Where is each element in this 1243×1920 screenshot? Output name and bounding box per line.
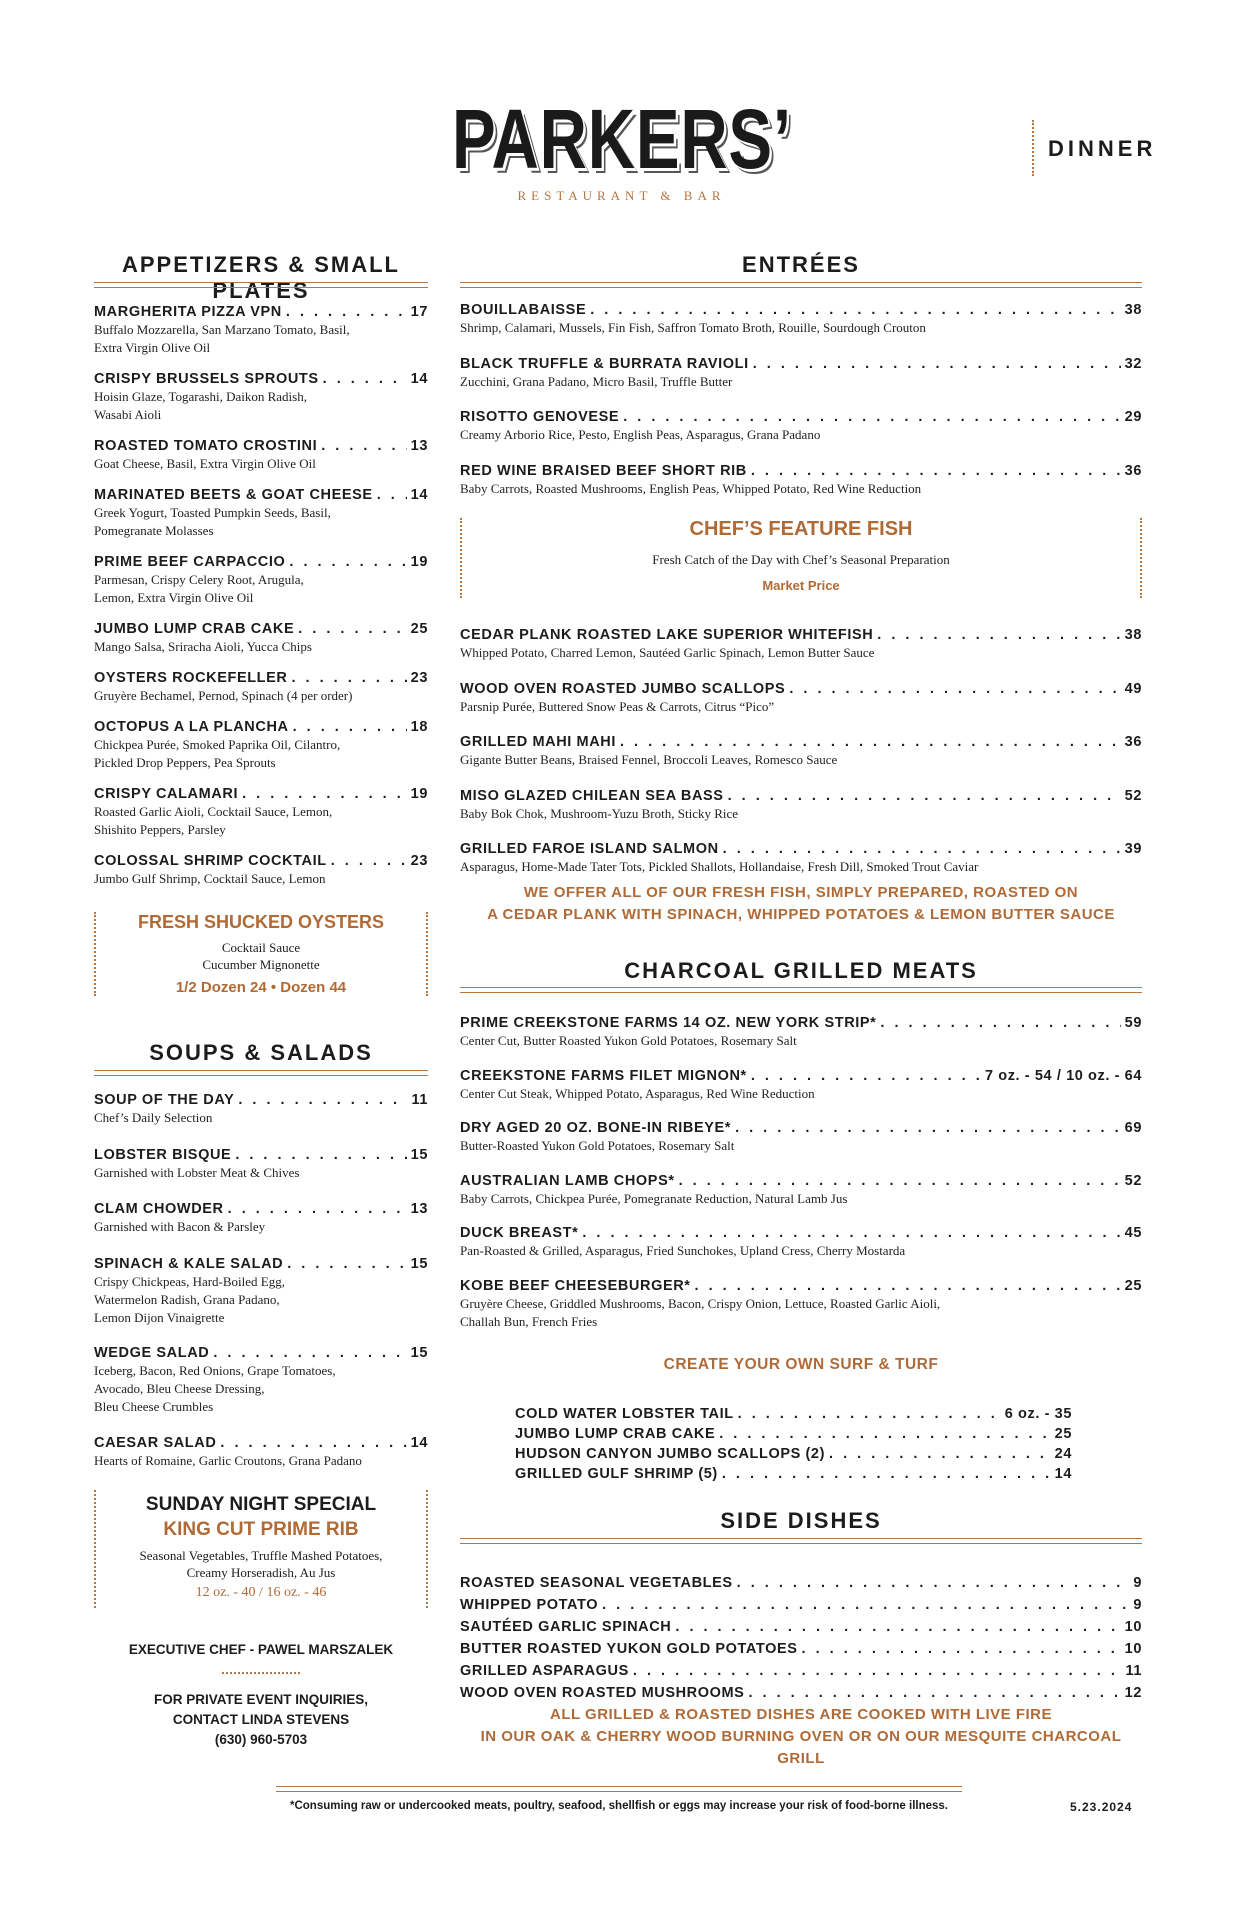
- dot-leader: [620, 734, 1121, 750]
- appetizer-item: [94, 853, 428, 887]
- appetizer-item-description: Chickpea Purée, Smoked Paprika Oil, Cilantro,: [94, 737, 341, 753]
- soup-salad-item-description: Iceberg, Bacon, Red Onions, Grape Tomatoes,: [94, 1363, 336, 1378]
- side-dish-item-price: 9: [1133, 1575, 1142, 1591]
- appetizer-item-line: [94, 304, 428, 320]
- entree-item: [460, 356, 1142, 390]
- meat-item-line: [460, 1225, 1142, 1241]
- oysters-box: [94, 912, 428, 996]
- meat-item-description: Gruyère Cheese, Griddled Mushrooms, Bacon, Crispy Onion, Lettuce, Roasted Garlic Aioli,: [460, 1295, 941, 1311]
- appetizer-item-price: 19: [410, 553, 428, 570]
- appetizer-item-description: Goat Cheese, Basil, Extra Virgin Olive Oil: [94, 455, 316, 471]
- appetizer-item-description: Roasted Garlic Aioli, Cocktail Sauce, Lemon,: [94, 804, 333, 820]
- soups-rule: [94, 1070, 428, 1076]
- soup-salad-item: [94, 1092, 428, 1126]
- appetizer-item: [94, 438, 428, 472]
- oysters-line2: Cucumber Mignonette: [202, 957, 320, 972]
- dot-leader: [298, 621, 406, 637]
- dot-leader: [623, 409, 1120, 425]
- dot-leader: [748, 1685, 1120, 1701]
- fish-item-price: 38: [1124, 627, 1142, 643]
- meat-item-description: Center Cut Steak, Whipped Potato, Asparagus, Red Wine Reduction: [460, 1085, 815, 1101]
- fish-item-description: Baby Bok Chok, Mushroom-Yuzu Broth, Sticky Rice: [460, 805, 739, 821]
- soup-salad-item-line: [94, 1092, 428, 1108]
- chef-divider: [222, 1672, 300, 1674]
- appetizer-item-name: CRISPY CALAMARI: [94, 786, 239, 803]
- logo-subtitle: RESTAURANT & BAR: [517, 188, 726, 203]
- soup-salad-item-name: CLAM CHOWDER: [94, 1201, 224, 1217]
- meat-item-name: KOBE BEEF CHEESEBURGER*: [460, 1277, 691, 1294]
- side-dish-item-price: 9: [1133, 1597, 1142, 1613]
- entree-item-name: BOUILLABAISSE: [460, 302, 587, 318]
- soup-salad-item-line: [94, 1201, 428, 1217]
- sides-title: SIDE DISHES: [720, 1508, 882, 1533]
- dot-leader: [633, 1663, 1122, 1679]
- fish-item-price: 52: [1124, 787, 1142, 804]
- surf-turf-item-price: 25: [1054, 1426, 1072, 1442]
- soups-title: SOUPS & SALADS: [149, 1040, 373, 1065]
- entree-item-description: Zucchini, Grana Padano, Micro Basil, Truffle Butter: [460, 373, 733, 389]
- side-dish-item: [460, 1575, 1142, 1591]
- sunday-title: SUNDAY NIGHT SPECIAL: [145, 1494, 377, 1515]
- entree-item-line: [460, 463, 1142, 479]
- dot-leader: [286, 304, 407, 320]
- side-dish-item-line: [460, 1685, 1142, 1701]
- feature-price: Market Price: [762, 578, 840, 593]
- fish-item-description: Gigante Butter Beans, Braised Fennel, Broccoli Leaves, Romesco Sauce: [460, 752, 838, 767]
- entree-item-name: RED WINE BRAISED BEEF SHORT RIB: [460, 462, 747, 479]
- fish-item-name: CEDAR PLANK ROASTED LAKE SUPERIOR WHITEFISH: [460, 627, 874, 643]
- soup-salad-item-price: 15: [410, 1345, 428, 1361]
- soup-salad-item-price: 15: [410, 1255, 428, 1272]
- appetizer-item-line: [94, 719, 428, 735]
- dot-leader: [723, 841, 1121, 857]
- dot-leader: [291, 670, 406, 686]
- dot-leader: [675, 1619, 1120, 1635]
- fish-item: [460, 841, 1142, 875]
- appetizer-item-price: 23: [410, 670, 428, 686]
- meat-item-line: [460, 1120, 1142, 1136]
- appetizer-item-description: Shishito Peppers, Parsley: [94, 822, 226, 838]
- appetizer-item-name: ROASTED TOMATO CROSTINI: [94, 437, 318, 454]
- appetizer-item-name: OYSTERS ROCKEFELLER: [94, 670, 288, 686]
- appetizer-item-price: 14: [410, 370, 428, 387]
- meat-item-name: AUSTRALIAN LAMB CHOPS*: [460, 1172, 675, 1189]
- entree-item-price: 32: [1124, 355, 1142, 372]
- dot-leader: [582, 1225, 1120, 1241]
- appetizer-item: [94, 304, 428, 356]
- appetizer-item-name: COLOSSAL SHRIMP COCKTAIL: [94, 853, 327, 869]
- soup-salad-item-price: 13: [410, 1201, 428, 1217]
- meat-item: [460, 1068, 1142, 1102]
- meat-item: [460, 1015, 1142, 1049]
- private-line1: FOR PRIVATE EVENT INQUIRIES,: [153, 1692, 369, 1707]
- side-dish-item-line: [460, 1575, 1142, 1591]
- sunday-line1: Seasonal Vegetables, Truffle Mashed Potatoes,: [139, 1548, 383, 1563]
- meat-item-price: 7 oz. - 54 / 10 oz. - 64: [984, 1067, 1142, 1084]
- soup-salad-item: [94, 1201, 428, 1235]
- appetizer-item: [94, 719, 428, 771]
- appetizer-item-line: [94, 621, 428, 637]
- appetizer-item-line: [94, 438, 428, 454]
- appetizers-rule: [94, 282, 428, 288]
- surf-turf-item-name: GRILLED GULF SHRIMP (5): [515, 1466, 718, 1482]
- side-dish-item-name: BUTTER ROASTED YUKON GOLD POTATOES: [460, 1641, 798, 1657]
- meat-item-price: 45: [1124, 1225, 1142, 1241]
- side-dish-item-line: [460, 1597, 1142, 1613]
- dot-leader: [695, 1278, 1121, 1294]
- soup-salad-item-description: Chef’s Daily Selection: [94, 1110, 213, 1125]
- dot-leader: [220, 1435, 406, 1451]
- meat-item: [460, 1225, 1142, 1259]
- surf-turf-item-line: [515, 1406, 1072, 1422]
- dot-leader: [289, 554, 406, 570]
- appetizer-item: [94, 371, 428, 423]
- appetizer-item-description: Jumbo Gulf Shrimp, Cocktail Sauce, Lemon: [94, 871, 326, 886]
- sides-rule: [460, 1538, 1142, 1544]
- surf-turf-item-name: JUMBO LUMP CRAB CAKE: [515, 1426, 716, 1442]
- dot-leader: [719, 1426, 1050, 1442]
- surf-title: CREATE YOUR OWN SURF & TURF: [663, 1356, 939, 1373]
- appetizer-item-description: Mango Salsa, Sriracha Aioli, Yucca Chips: [94, 638, 312, 654]
- entree-item: [460, 463, 1142, 497]
- entree-item-description: Baby Carrots, Roasted Mushrooms, English Peas, Whipped Potato, Red Wine Reduction: [460, 480, 922, 496]
- side-dish-item-name: WOOD OVEN ROASTED MUSHROOMS: [460, 1685, 745, 1701]
- soup-salad-item: [94, 1147, 428, 1181]
- dot-leader: [235, 1147, 406, 1163]
- dot-leader: [877, 627, 1120, 643]
- oysters-title: FRESH SHUCKED OYSTERS: [137, 912, 385, 932]
- meat-item-line: [460, 1068, 1142, 1084]
- soup-salad-item-description: Garnished with Lobster Meat & Chives: [94, 1164, 300, 1180]
- meat-item-name: CREEKSTONE FARMS FILET MIGNON*: [460, 1067, 747, 1084]
- oysters-line1: Cocktail Sauce: [221, 940, 301, 955]
- menu-date: 5.23.2024: [1070, 1800, 1133, 1814]
- soup-salad-item-name: WEDGE SALAD: [94, 1345, 210, 1361]
- dot-leader: [602, 1597, 1129, 1613]
- appetizer-item: [94, 670, 428, 704]
- appetizer-item-name: MARINATED BEETS & GOAT CHEESE: [94, 487, 373, 503]
- dot-leader: [323, 371, 407, 387]
- appetizer-item: [94, 554, 428, 606]
- sides-note: [460, 1704, 1142, 1770]
- menu-label: DINNER: [1048, 136, 1157, 161]
- side-dish-item-price: 10: [1124, 1619, 1142, 1635]
- oysters-price: 1/2 Dozen 24 • Dozen 44: [175, 979, 347, 996]
- feature-title: CHEF’S FEATURE FISH: [689, 518, 913, 540]
- side-dish-item-name: SAUTÉED GARLIC SPINACH: [460, 1619, 672, 1635]
- meat-item-price: 52: [1124, 1172, 1142, 1189]
- entree-item-description: Shrimp, Calamari, Mussels, Fin Fish, Saffron Tomato Broth, Rouille, Sourdough Crouton: [460, 320, 926, 335]
- dot-leader: [880, 1015, 1120, 1031]
- surf-turf-item-price: 6 oz. - 35: [1004, 1406, 1072, 1422]
- dot-leader: [751, 463, 1121, 479]
- meat-item-description: Baby Carrots, Chickpea Purée, Pomegranate Reduction, Natural Lamb Jus: [460, 1190, 848, 1206]
- meat-item-price: 69: [1124, 1120, 1142, 1136]
- soup-salad-item-description: Lemon Dijon Vinaigrette: [94, 1309, 225, 1325]
- private-line2: CONTACT LINDA STEVENS: [172, 1712, 350, 1727]
- fish-item-line: [460, 681, 1142, 697]
- entree-item-description: Creamy Arborio Rice, Pesto, English Peas, Asparagus, Grana Padano: [460, 427, 821, 442]
- meat-item-line: [460, 1015, 1142, 1031]
- appetizer-item-price: 23: [410, 853, 428, 869]
- fish-item: [460, 627, 1142, 661]
- soup-salad-item-line: [94, 1147, 428, 1163]
- meat-item-line: [460, 1173, 1142, 1189]
- soup-salad-item-line: [94, 1435, 428, 1451]
- disclaimer: *Consuming raw or undercooked meats, poultry, seafood, shellfish or eggs may increase your risk of food-borne illness.: [290, 1800, 948, 1812]
- private-phone: (630) 960-5703: [214, 1732, 308, 1747]
- meats-title: CHARCOAL GRILLED MEATS: [624, 958, 978, 983]
- surf-turf-item: [515, 1406, 1072, 1422]
- appetizer-item-line: [94, 371, 428, 387]
- dot-leader: [213, 1345, 406, 1361]
- appetizer-item-name: PRIME BEEF CARPACCIO: [94, 553, 286, 570]
- fish-item: [460, 681, 1142, 715]
- surf-turf-item-line: [515, 1426, 1072, 1442]
- appetizer-item-price: 13: [410, 437, 428, 454]
- soup-salad-item: [94, 1256, 428, 1326]
- dot-leader: [377, 487, 407, 503]
- appetizer-item: [94, 786, 428, 838]
- dot-leader: [590, 302, 1120, 318]
- appetizer-item-line: [94, 853, 428, 869]
- meat-item-description: Pan-Roasted & Grilled, Asparagus, Fried Sunchokes, Upland Cress, Cherry Mostarda: [460, 1243, 906, 1258]
- appetizer-item-line: [94, 487, 428, 503]
- fish-item-price: 39: [1124, 841, 1142, 857]
- fish-item-name: MISO GLAZED CHILEAN SEA BASS: [460, 787, 724, 804]
- soup-salad-item-description: Bleu Cheese Crumbles: [94, 1399, 214, 1414]
- meat-item-name: PRIME CREEKSTONE FARMS 14 OZ. NEW YORK STRIP*: [460, 1015, 877, 1031]
- appetizer-item-line: [94, 554, 428, 570]
- side-dish-item: [460, 1641, 1142, 1657]
- surf-turf-item: [515, 1466, 1072, 1482]
- entrees-rule: [460, 282, 1142, 288]
- dot-leader: [802, 1641, 1121, 1657]
- surf-turf-item-name: COLD WATER LOBSTER TAIL: [515, 1406, 734, 1422]
- side-dish-item: [460, 1597, 1142, 1613]
- soup-salad-item: [94, 1345, 428, 1415]
- entrees-title: ENTRÉES: [742, 252, 860, 277]
- soup-salad-item-line: [94, 1256, 428, 1272]
- side-dish-item-price: 11: [1125, 1663, 1142, 1679]
- appetizer-item-description: Wasabi Aioli: [94, 406, 162, 422]
- executive-chef: EXECUTIVE CHEF - PAWEL MARSZALEK: [128, 1642, 394, 1657]
- dot-leader: [751, 1068, 981, 1084]
- fish-item-name: WOOD OVEN ROASTED JUMBO SCALLOPS: [460, 680, 786, 697]
- soup-salad-item-price: 11: [411, 1092, 428, 1108]
- dot-leader: [331, 853, 407, 869]
- sunday-special-box: [94, 1490, 428, 1608]
- soup-salad-item-description: Hearts of Romaine, Garlic Croutons, Grana Padano: [94, 1452, 362, 1468]
- fish-note-line1: WE OFFER ALL OF OUR FRESH FISH, SIMPLY PREPARED, ROASTED ON: [523, 884, 1079, 901]
- soup-salad-item-description: Watermelon Radish, Grana Padano,: [94, 1291, 280, 1307]
- fish-item: [460, 734, 1142, 768]
- side-dish-item: [460, 1685, 1142, 1701]
- dot-leader: [789, 681, 1120, 697]
- sides-note-line1: ALL GRILLED & ROASTED DISHES ARE COOKED WITH LIVE FIRE: [549, 1706, 1053, 1723]
- dot-leader: [321, 438, 406, 454]
- appetizer-item-price: 17: [410, 304, 428, 320]
- soup-salad-item-name: SPINACH & KALE SALAD: [94, 1255, 284, 1272]
- soup-salad-item-name: CAESAR SALAD: [94, 1434, 217, 1451]
- soup-salad-item-description: Crispy Chickpeas, Hard-Boiled Egg,: [94, 1273, 285, 1289]
- fish-item: [460, 788, 1142, 822]
- surf-turf-item-price: 14: [1054, 1466, 1072, 1482]
- appetizer-item: [94, 621, 428, 655]
- side-dish-item: [460, 1619, 1142, 1635]
- meats-rule: [460, 987, 1142, 993]
- surf-turf-item-name: HUDSON CANYON JUMBO SCALLOPS (2): [515, 1446, 826, 1462]
- dot-leader: [228, 1201, 407, 1217]
- appetizer-item-name: CRISPY BRUSSELS SPROUTS: [94, 370, 319, 387]
- entree-item: [460, 409, 1142, 443]
- appetizer-item-description: Buffalo Mozzarella, San Marzano Tomato, Basil,: [94, 322, 350, 337]
- soup-salad-item-name: LOBSTER BISQUE: [94, 1146, 232, 1163]
- appetizer-item-name: JUMBO LUMP CRAB CAKE: [94, 620, 295, 637]
- soup-salad-item: [94, 1435, 428, 1469]
- meat-item: [460, 1173, 1142, 1207]
- entree-item-line: [460, 302, 1142, 318]
- appetizers-title: APPETIZERS & SMALL PLATES: [121, 252, 400, 303]
- appetizer-item-line: [94, 786, 428, 802]
- dot-leader: [722, 1466, 1051, 1482]
- feature-desc: Fresh Catch of the Day with Chef’s Seasonal Preparation: [652, 552, 950, 567]
- appetizer-item-description: Pomegranate Molasses: [94, 523, 214, 538]
- fish-item-price: 36: [1124, 734, 1142, 750]
- dot-leader: [737, 1575, 1130, 1591]
- sunday-line2: Creamy Horseradish, Au Jus: [186, 1565, 336, 1580]
- fish-item-price: 49: [1124, 680, 1142, 697]
- appetizer-item-price: 25: [410, 620, 428, 637]
- side-dish-item-name: WHIPPED POTATO: [460, 1597, 599, 1613]
- dot-leader: [679, 1173, 1121, 1189]
- entree-item-price: 38: [1124, 302, 1142, 318]
- dinner-divider: [1032, 120, 1034, 176]
- logo-name: PARKERS’: [451, 92, 792, 186]
- footer-rule: [276, 1786, 962, 1792]
- appetizer-item-description: Lemon, Extra Virgin Olive Oil: [94, 589, 254, 605]
- meat-item-price: 59: [1124, 1015, 1142, 1031]
- entree-item-line: [460, 356, 1142, 372]
- feature-fish-box: [460, 518, 1142, 598]
- dot-leader: [738, 1406, 1001, 1422]
- dot-leader: [829, 1446, 1051, 1462]
- fish-item-line: [460, 627, 1142, 643]
- dot-leader: [753, 356, 1121, 372]
- side-dish-item: [460, 1663, 1142, 1679]
- appetizer-item-price: 19: [410, 786, 428, 803]
- surf-turf-item-line: [515, 1466, 1072, 1482]
- fish-item-description: Asparagus, Home-Made Tater Tots, Pickled Shallots, Hollandaise, Fresh Dill, Smoked Trout Caviar: [460, 859, 979, 874]
- dot-leader: [242, 786, 407, 802]
- surf-turf-item: [515, 1426, 1072, 1442]
- entree-item-line: [460, 409, 1142, 425]
- side-dish-item-line: [460, 1619, 1142, 1635]
- meat-item: [460, 1120, 1142, 1154]
- soup-salad-item-price: 15: [410, 1146, 428, 1163]
- appetizer-item-price: 14: [410, 487, 428, 503]
- appetizer-item-description: Gruyère Bechamel, Pernod, Spinach (4 per order): [94, 688, 353, 703]
- side-dish-item-name: GRILLED ASPARAGUS: [460, 1663, 629, 1679]
- dot-leader: [238, 1092, 407, 1108]
- appetizer-item-description: Parmesan, Crispy Celery Root, Arugula,: [94, 571, 304, 587]
- sides-note-line2: IN OUR OAK & CHERRY WOOD BURNING OVEN OR ON OUR MESQUITE CHARCOAL GRILL: [480, 1728, 1122, 1767]
- entree-item-price: 36: [1124, 462, 1142, 479]
- dot-leader: [735, 1120, 1121, 1136]
- side-dish-item-price: 12: [1124, 1685, 1142, 1701]
- surf-turf-item: [515, 1446, 1072, 1462]
- side-dish-item-line: [460, 1641, 1142, 1657]
- entree-item: [460, 302, 1142, 336]
- private-events: [94, 1690, 428, 1750]
- fish-item-description: Whipped Potato, Charred Lemon, Sautéed Garlic Spinach, Lemon Butter Sauce: [460, 645, 875, 660]
- meat-item-description: Butter-Roasted Yukon Gold Potatoes, Rosemary Salt: [460, 1138, 735, 1153]
- appetizer-item: [94, 487, 428, 539]
- meat-item-line: [460, 1278, 1142, 1294]
- side-dish-item-name: ROASTED SEASONAL VEGETABLES: [460, 1575, 733, 1591]
- fish-item-line: [460, 841, 1142, 857]
- fish-item-name: GRILLED FAROE ISLAND SALMON: [460, 841, 719, 857]
- appetizer-item-price: 18: [410, 719, 428, 736]
- meat-item-description: Center Cut, Butter Roasted Yukon Gold Potatoes, Rosemary Salt: [460, 1033, 797, 1048]
- fish-item-line: [460, 788, 1142, 804]
- meat-item-name: DUCK BREAST*: [460, 1225, 579, 1241]
- sunday-subtitle: KING CUT PRIME RIB: [163, 1519, 359, 1540]
- surf-turf-item-line: [515, 1446, 1072, 1462]
- sunday-price: 12 oz. - 40 / 16 oz. - 46: [195, 1585, 327, 1600]
- entree-item-name: RISOTTO GENOVESE: [460, 409, 620, 425]
- entree-item-name: BLACK TRUFFLE & BURRATA RAVIOLI: [460, 355, 749, 372]
- appetizer-item-line: [94, 670, 428, 686]
- entree-item-price: 29: [1124, 409, 1142, 425]
- meat-item-name: DRY AGED 20 OZ. BONE-IN RIBEYE*: [460, 1120, 732, 1136]
- fish-note-line2: A CEDAR PLANK WITH SPINACH, WHIPPED POTATOES & LEMON BUTTER SAUCE: [487, 906, 1115, 923]
- appetizer-item-name: OCTOPUS A LA PLANCHA: [94, 719, 289, 736]
- appetizer-item-description: Pickled Drop Peppers, Pea Sprouts: [94, 755, 276, 771]
- side-dish-item-line: [460, 1663, 1142, 1679]
- appetizer-item-description: Hoisin Glaze, Togarashi, Daikon Radish,: [94, 388, 307, 404]
- appetizer-item-description: Extra Virgin Olive Oil: [94, 340, 211, 355]
- appetizer-item-description: Greek Yogurt, Toasted Pumpkin Seeds, Basil,: [94, 505, 331, 520]
- soup-salad-item-price: 14: [410, 1434, 428, 1451]
- soup-salad-item-line: [94, 1345, 428, 1361]
- dot-leader: [287, 1256, 406, 1272]
- fish-note: [460, 882, 1142, 926]
- soup-salad-item-name: SOUP OF THE DAY: [94, 1092, 235, 1108]
- fish-item-line: [460, 734, 1142, 750]
- meat-item-description: Challah Bun, French Fries: [460, 1313, 598, 1329]
- soup-salad-item-description: Garnished with Bacon & Parsley: [94, 1219, 266, 1234]
- fish-item-description: Parsnip Purée, Buttered Snow Peas & Carrots, Citrus “Pico”: [460, 698, 775, 714]
- surf-turf-item-price: 24: [1054, 1446, 1072, 1462]
- fish-item-name: GRILLED MAHI MAHI: [460, 734, 616, 750]
- appetizer-item-name: MARGHERITA PIZZA VPN: [94, 304, 282, 320]
- dot-leader: [728, 788, 1121, 804]
- soup-salad-item-description: Avocado, Bleu Cheese Dressing,: [94, 1381, 265, 1396]
- side-dish-item-price: 10: [1124, 1641, 1142, 1657]
- meat-item-price: 25: [1124, 1277, 1142, 1294]
- meat-item: [460, 1278, 1142, 1330]
- dot-leader: [293, 719, 407, 735]
